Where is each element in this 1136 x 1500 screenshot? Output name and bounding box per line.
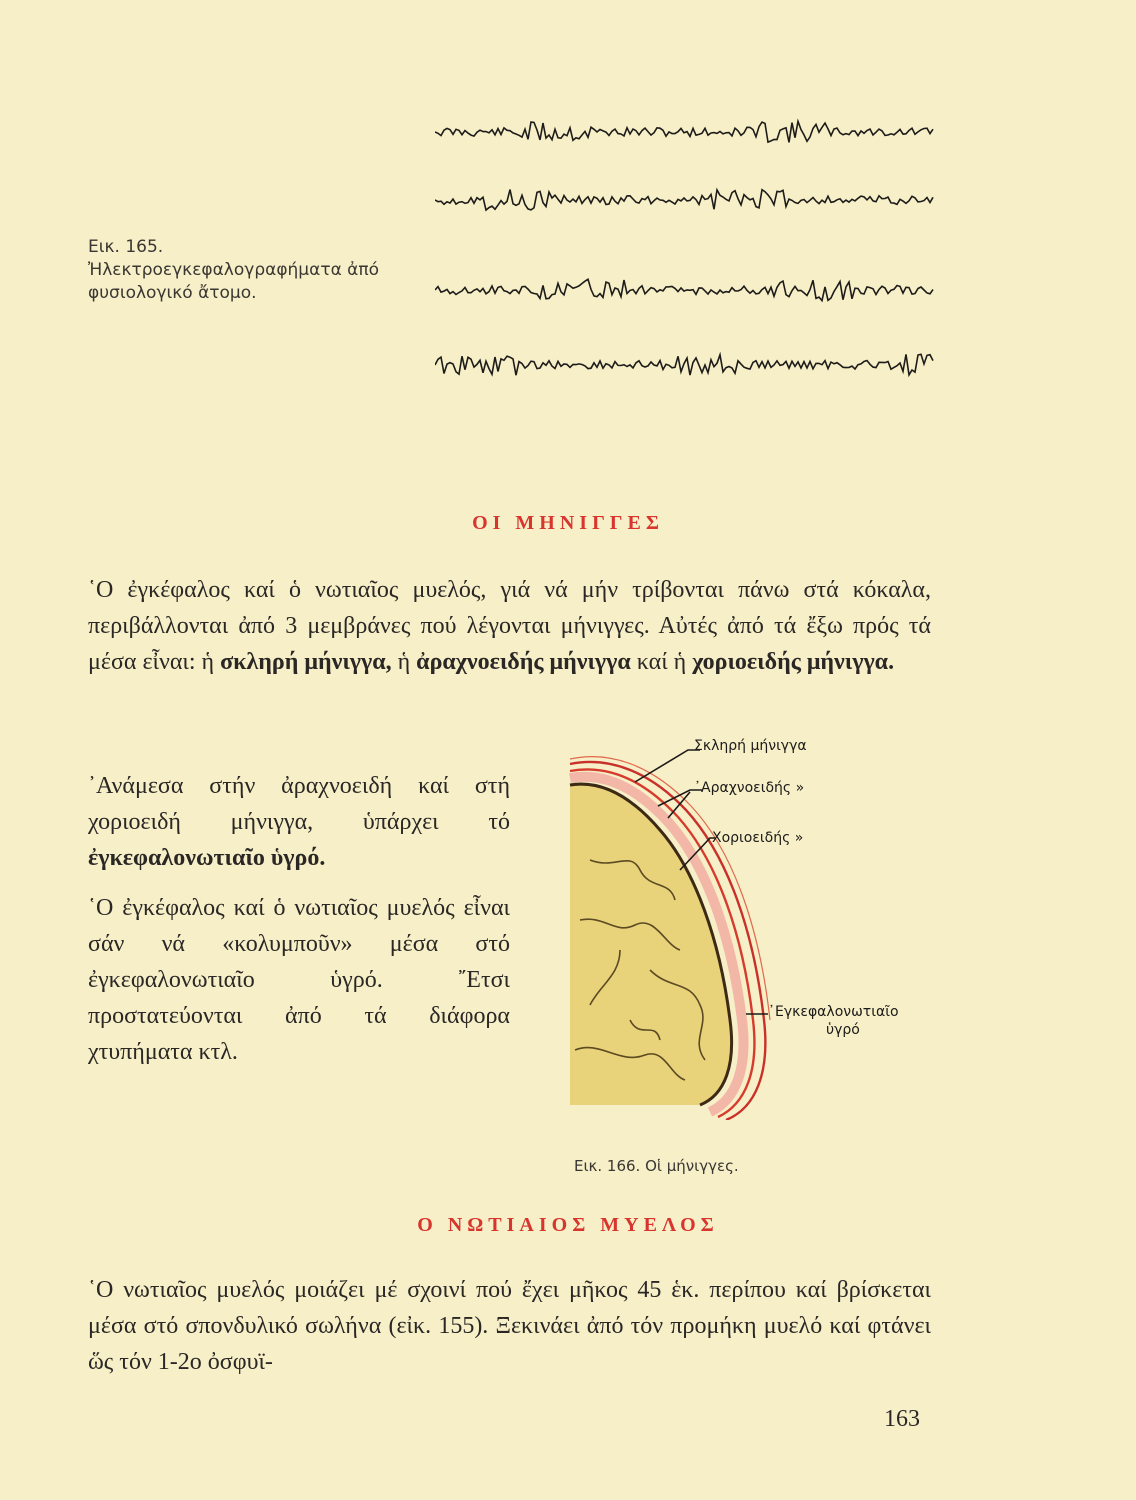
eeg-traces-figure — [435, 110, 945, 380]
text-run: ᾿Ανάμεσα στήν ἀραχνοειδή καί στή χοριοειδή μήνιγγα, ὑπάρχει τό — [88, 773, 510, 835]
page-number: 163 — [884, 1406, 920, 1432]
brain-tissue — [570, 784, 732, 1105]
figure-165-caption: Εικ. 165. Ἠλεκτροεγκεφαλογραφήματα ἀπό φυσιολογικό ἄτομο. — [88, 237, 380, 303]
label-arachnoid: ᾿Αραχνοειδής » — [694, 780, 805, 796]
text-run: ἡ — [391, 649, 417, 675]
section-heading-meninges: ΟΙ ΜΗΝΙΓΓΕΣ — [472, 512, 664, 534]
label-pia-mater: Χοριοειδής » — [712, 830, 804, 846]
text-run: ῾Ο ἐγκέφαλος καί ὁ νωτιαῖος μυελός, γιά νά μήν τρίβονται πάνω στά κόκαλα, περιβάλλονται ἀπό 3 μεμβράνες πού λέγονται μήνιγγες. Αὐτές ἀπό τά ἔξω πρός τά μέσα εἶναι: ἡ — [88, 577, 931, 675]
section-heading-spinal-cord: Ο ΝΩΤΙΑΙΟΣ ΜΥΕΛΟΣ — [417, 1214, 719, 1236]
eeg-trace-1 — [435, 121, 933, 142]
term-dura: σκληρή μήνιγγα, — [220, 649, 392, 675]
paragraph-spinal-cord: ῾Ο νωτιαῖος μυελός μοιάζει μέ σχοινί πού ἔχει μῆκος 45 ἑκ. περίπου καί βρίσκεται μέσα στό σπονδυλικό σωλήνα (εἰκ. 155). Ξεκινάει ἀπό τόν προμήκη μυελό καί φτάνει ὥς τόν 1-2ο ὀσφυϊ- — [88, 1277, 931, 1375]
label-csf-line-1: ᾿Εγκεφαλονωτιαῖο — [768, 1004, 899, 1020]
term-pia: χοριοειδής μήνιγγα. — [692, 649, 895, 675]
paragraph-csf — [88, 768, 510, 876]
figure-166-caption: Εικ. 166. Οἱ μήνιγγες. — [574, 1157, 739, 1175]
term-csf: ἐγκεφαλονωτιαῖο ὑγρό. — [88, 845, 326, 871]
eeg-trace-3 — [435, 279, 933, 300]
eeg-trace-4 — [435, 354, 933, 375]
paragraph-meninges-intro — [88, 572, 931, 680]
label-csf-line-2: ὑγρό — [826, 1022, 860, 1038]
paragraph-protection: ῾Ο ἐγκέφαλος καί ὁ νωτιαῖος μυελός εἶναι σάν νά «κολυμποῦν» μέσα στό ἐγκεφαλονωτιαῖο ὑγρό. ῎Ετσι προστατεύονται ἀπό τά διάφορα χτυπήματα κτλ. — [88, 895, 510, 1065]
eeg-trace-2 — [435, 190, 933, 211]
text-run: καί ἡ — [630, 649, 693, 675]
label-dura-mater: Σκληρή μήνιγγα — [694, 738, 807, 754]
term-arachnoid: ἀραχνοειδής μήνιγγα — [416, 649, 631, 675]
